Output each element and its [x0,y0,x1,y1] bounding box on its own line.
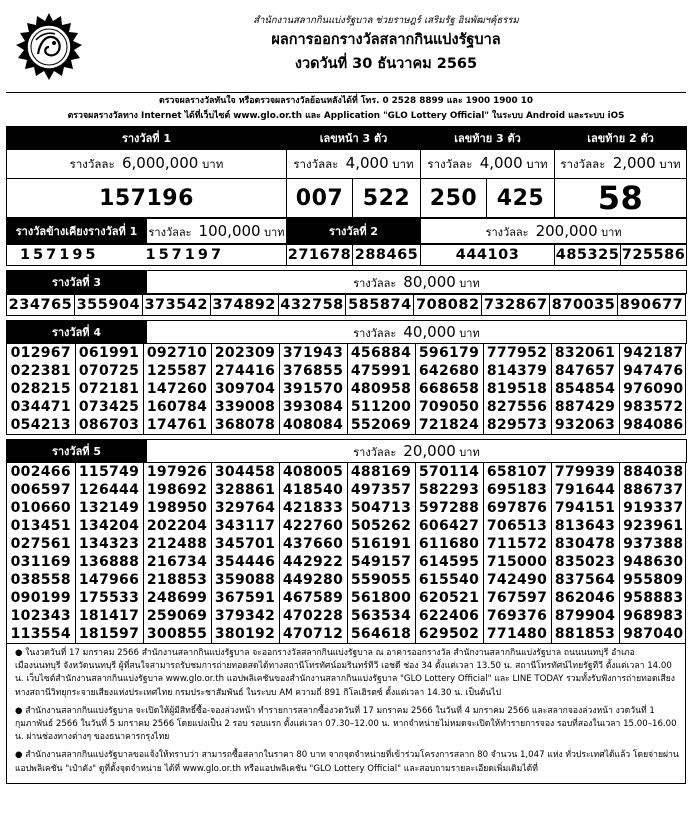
fourth-prize-number: 202309 [211,344,279,362]
fourth-prize-number: 125587 [143,362,211,380]
fourth-prize-number: 092710 [143,344,211,362]
fifth-prize-number: 031169 [10,554,71,570]
fourth-prize-number: 777952 [483,344,551,362]
table-row [7,517,687,535]
info-internet-line: ตรวจผลรางวัลทาง Internet ได้ที่เว็บไซต์ www.glo.or.th และ Application "GLO Lottery Official" ในระบบ Android และระบบ iOS [67,111,625,121]
fourth-prize-grid [6,344,686,435]
fifth-prize-number: 181417 [75,607,143,625]
fifth-prize-number: 830478 [551,535,619,553]
fifth-prize-number: 968983 [619,607,687,625]
note-paragraph: ● สำนักงานสลากกินแบ่งรัฐบาล จะเปิดให้ผู้มีสิทธิ์ซื้อ-จองล่วงหน้า ทำรายการสลากซื้องวดวันที่ 17 มกราคม 2566 ในวันที่ 4 มกราคม 2566 และสลากจองล่วงหน้า งวดวันที่ 1 กุมภาพันธ์ 2566 ในวันที่ 5 มกราคม 2566 โดยแบ่งเป็น 2 รอบ รอบแรก ตั้งแต่เวลา 07.30–12.00 น. หากจำหน่ายไม่หมดจะเปิดให้ทำรายการจอง รอบที่สองในเวลา 15.00–16.00 น. ผ่านช่องทางต่างๆ ของธนาคารกรุงไทย [15,705,677,743]
fifth-prize-number: 132149 [75,499,143,517]
third-prize-amount: รางวัลละ 80,000 บาท [147,271,687,294]
fifth-prize-number: 813643 [551,517,619,535]
fourth-prize-number: 932063 [551,416,619,434]
fifth-prize-number: 769376 [483,607,551,625]
announcement-notes [6,644,686,784]
first-prize-label: รางวัลที่ 1 [7,127,287,150]
fifth-prize-number: 013451 [10,518,71,534]
fifth-prize-amount: รางวัลละ 20,000 บาท [147,440,687,463]
agency-slogan: สำนักงานสลากกินแบ่งรัฐบาล ช่วยราษฎร์ เสริมรัฐ อินพัฒฯคุ้ธรรม [253,15,519,26]
second-prize-number: 444103 [421,245,555,266]
header [6,4,686,90]
fifth-prize-number: 437660 [279,535,347,553]
last2-label: เลขท้าย 2 ตัว [555,127,687,150]
fifth-prize-number: 329764 [211,499,279,517]
fifth-prize-number: 010660 [10,500,71,516]
fifth-prize-number: 212488 [143,535,211,553]
fifth-prize-number: 470712 [279,625,347,643]
table-row [7,398,687,416]
fifth-prize-number: 304458 [211,463,279,481]
info-phone-line: ตรวจผลรางวัลทันใจ หรือตรวจผลรางวัลย้อนหลังได้ที่ โทร. 0 2528 8899 และ 1900 1900 10 [159,96,533,106]
third-prize-number: 732867 [482,295,550,316]
fifth-prize-number: 497357 [347,481,415,499]
fifth-prize-number: 408005 [279,463,347,481]
second-prize-number: 271678 [287,245,353,266]
fifth-prize-number: 862046 [551,589,619,607]
last2-amount: รางวัลละ 2,000 บาท [555,150,687,179]
fifth-prize-number: 923961 [619,517,687,535]
page-title: ผลการออกรางวัลสลากกินแบ่งรัฐบาล [271,32,501,48]
fifth-prize-number: 771480 [483,625,551,643]
fifth-prize-number: 611680 [415,535,483,553]
last3-number: 425 [487,179,555,218]
fifth-prize-number: 561800 [347,589,415,607]
fifth-prize-number: 697876 [483,499,551,517]
table-row [7,344,687,362]
fifth-prize-number: 418540 [279,481,347,499]
fourth-prize-number: 174761 [143,416,211,434]
fourth-prize-number: 028215 [10,381,71,397]
header-text [96,4,676,73]
fifth-prize-number: 421833 [279,499,347,517]
fifth-prize-number: 606427 [415,517,483,535]
third-prize-number: 870035 [550,295,618,316]
fifth-prize-number: 197926 [143,463,211,481]
front3-number: 522 [353,179,421,218]
fourth-prize-number: 456884 [347,344,415,362]
third-prize-number: 355904 [74,295,142,316]
fourth-prize-number: 034471 [10,399,71,415]
fifth-prize-number: 504713 [347,499,415,517]
note-paragraph: ● ในงวดวันที่ 17 มกราคม 2566 สำนักงานสลากกินแบ่งรัฐบาล จะออกรางวัลสลากกินแบ่งรัฐบาล ณ อาคารออกรางวัล สำนักงานสลากกินแบ่งรัฐบาล ถนนนนทบุรี อำเภอเมืองนนทบุรี จังหวัดนนทบุรี ผู้ที่สนใจสามารถรับชมการถ่ายทอดสดได้ทางสถานีโทรทัศน์อมรินทร์ทีวี เอชดี ช่อง 34 ตั้งแต่เวลา 13.50 น. สถานีโทรทัศน์ไทยรัฐทีวี ตั้งแต่เวลา 14.00 น. เว็บไซต์สำนักงานสลากกินแบ่งรัฐบาล www.glo.or.th แอปพลิเคชันของสำนักงานสลากกินแบ่งรัฐบาล "GLO Lottery Official" และ LINE TODAY รวมทั้งรับฟังการถ่ายทอดเสียงทางสถานีวิทยุกระจายเสียงแห่งประเทศไทย กรมประชาสัมพันธ์ ในระบบ AM ความถี่ 891 กิโลเฮิรตซ์ ตั้งแต่เวลา 14.30 น. เป็นต้นไป [15,648,675,698]
fifth-prize-number: 948630 [619,553,687,571]
table-row [7,553,687,571]
fourth-prize-number: 642680 [415,362,483,380]
fifth-prize-number: 102343 [10,608,71,624]
fourth-prize-number: 393084 [279,398,347,416]
note-paragraph: ● สำนักงานสลากกินแบ่งรัฐบาลขอแจ้งให้ทราบว่า สามารถซื้อสลากในราคา 80 บาท จากจุดจำหน่ายที่เข้าร่วมโครงการสลาก 80 จำนวน 1,047 แห่ง ทั่วประเทศได้แล้ว โดยจ่ายผ่านแอปพลิเคชัน "เป๋าตัง" ดูที่ตั้งจุดจำหน่าย ได้ที่ www.glo.or.th หรือแอปพลิเคชัน "GLO Lottery Official" และสอบถามรายละเอียดเพิ่มเติมได้ที่ [15,750,679,774]
last2-number: 58 [555,179,687,218]
fifth-prize-number: 881853 [551,625,619,643]
fourth-prize-number: 668658 [415,380,483,398]
fourth-prize-number: 475991 [347,362,415,380]
near-prize-amount: รางวัลละ 100,000 บาท [147,219,287,244]
third-prize-numbers [6,294,686,316]
fifth-prize-number: 006597 [10,482,71,498]
fifth-prize-number: 742490 [483,571,551,589]
fifth-prize-number: 002466 [10,464,71,480]
fifth-prize-number: 354446 [211,553,279,571]
fourth-prize-number: 368078 [211,416,279,434]
fifth-prize-number: 549157 [347,553,415,571]
fifth-prize-number: 345701 [211,535,279,553]
fifth-prize-number: 614595 [415,553,483,571]
fourth-prize-number: 976090 [619,380,687,398]
fifth-prize-number: 597288 [415,499,483,517]
fourth-prize-numbers [7,344,687,434]
table-row [7,571,687,589]
table-row [7,380,687,398]
last3-number: 250 [421,179,487,218]
table-row [7,607,687,625]
fourth-prize-number: 552069 [347,416,415,434]
fifth-prize-number: 216734 [143,553,211,571]
near-prize-number: 157197 [112,245,287,266]
fourth-prize-number: 371943 [279,344,347,362]
fifth-prize-number: 711572 [483,535,551,553]
glo-emblem-icon [14,12,84,82]
fifth-prize-number: 559055 [347,571,415,589]
fifth-prize-number: 147966 [75,571,143,589]
table-row [7,362,687,380]
fourth-prize-number: 947476 [619,362,687,380]
fourth-prize-number: 376855 [279,362,347,380]
fifth-prize-number: 343117 [211,517,279,535]
fifth-prize-number: 380192 [211,625,279,643]
fifth-prize-number: 328861 [211,481,279,499]
fifth-prize-number: 422760 [279,517,347,535]
fourth-prize-number: 596179 [415,344,483,362]
fifth-prize-number: 198950 [143,499,211,517]
check-results-info [6,92,686,126]
fourth-prize-number: 072181 [75,380,143,398]
fourth-prize-number: 061991 [75,344,143,362]
fifth-prize-number: 835023 [551,553,619,571]
fourth-prize-number: 984086 [619,416,687,434]
fourth-prize-header [6,320,687,344]
fourth-prize-number: 480958 [347,380,415,398]
third-prize-number: 374892 [210,295,278,316]
near-prize-label: รางวัลข้างเคียงรางวัลที่ 1 [7,219,147,244]
fourth-prize-number: 073425 [75,398,143,416]
fifth-prize-number: 955809 [619,571,687,589]
third-prize-header [6,270,687,294]
first-prize-amount: รางวัลละ 6,000,000 บาท [7,150,287,179]
fourth-prize-number: 408084 [279,416,347,434]
table-row [7,481,687,499]
third-prize-number: 890677 [618,295,686,316]
fifth-prize-number: 837564 [551,571,619,589]
fifth-prize-number: 218853 [143,571,211,589]
third-prize-number: 373542 [142,295,210,316]
fourth-prize-number: 829573 [483,416,551,434]
fifth-prize-number: 090199 [10,590,71,606]
last3-amount: รางวัลละ 4,000 บาท [421,150,555,179]
fifth-prize-number: 134204 [75,517,143,535]
fifth-prize-number: 126444 [75,481,143,499]
fifth-prize-number: 038558 [10,572,71,588]
fifth-prize-number: 620521 [415,589,483,607]
fourth-prize-number: 070725 [75,362,143,380]
fifth-prize-number: 779939 [551,463,619,481]
fifth-prize-number: 791644 [551,481,619,499]
second-prize-amount: รางวัลละ 200,000 บาท [421,219,687,244]
fifth-prize-number: 449280 [279,571,347,589]
fourth-prize-number: 147260 [143,380,211,398]
fifth-prize-number: 570114 [415,463,483,481]
fifth-prize-number: 115749 [75,463,143,481]
fourth-prize-number: 054213 [10,417,71,433]
fifth-prize-number: 706513 [483,517,551,535]
fifth-prize-number: 367591 [211,589,279,607]
fourth-prize-number: 721824 [415,416,483,434]
fourth-prize-number: 983572 [619,398,687,416]
second-prize-label: รางวัลที่ 2 [287,219,421,244]
table-row [7,589,687,607]
third-prize-number: 432758 [278,295,346,316]
fifth-prize-number: 259069 [143,607,211,625]
lottery-results-sheet [6,4,686,784]
fifth-prize-header [6,439,687,463]
front3-label: เลขหน้า 3 ตัว [287,127,421,150]
fifth-prize-number: 615540 [415,571,483,589]
first-prize-number: 157196 [7,179,287,218]
fifth-prize-number: 181597 [75,625,143,643]
fourth-prize-number: 709050 [415,398,483,416]
fourth-prize-number: 511200 [347,398,415,416]
fifth-prize-number: 582293 [415,481,483,499]
fifth-prize-number: 442922 [279,553,347,571]
fourth-prize-number: 086703 [75,416,143,434]
fifth-prize-label: รางวัลที่ 5 [7,440,147,463]
fourth-prize-number: 012967 [10,345,71,361]
fifth-prize-number: 886737 [619,481,687,499]
fifth-prize-number: 622406 [415,607,483,625]
table-row [7,463,687,481]
table-row [7,625,687,643]
fifth-prize-number: 248699 [143,589,211,607]
fifth-prize-number: 136888 [75,553,143,571]
fifth-prize-numbers [7,463,687,643]
second-prize-number: 288465 [353,245,421,266]
fourth-prize-number: 819518 [483,380,551,398]
fifth-prize-number: 987040 [619,625,687,643]
second-prize-number: 485325 [555,245,621,266]
fifth-prize-number: 879904 [551,607,619,625]
fifth-prize-number: 027561 [10,536,71,552]
fourth-prize-number: 160784 [143,398,211,416]
fourth-prize-number: 309704 [211,380,279,398]
table-row [7,535,687,553]
fifth-prize-number: 767597 [483,589,551,607]
fifth-prize-number: 715000 [483,553,551,571]
fifth-prize-number: 794151 [551,499,619,517]
third-prize-number: 234765 [7,295,75,316]
fourth-prize-number: 339008 [211,398,279,416]
fifth-prize-number: 202204 [143,517,211,535]
fifth-prize-number: 884038 [619,463,687,481]
fourth-prize-number: 827556 [483,398,551,416]
fifth-prize-number: 516191 [347,535,415,553]
fourth-prize-number: 847657 [551,362,619,380]
fifth-prize-number: 467589 [279,589,347,607]
near-prize-number: 157195 [7,245,112,266]
fifth-prize-number: 695183 [483,481,551,499]
near-and-second-prize-table [6,218,687,244]
fourth-prize-number: 854854 [551,380,619,398]
fourth-prize-amount: รางวัลละ 40,000 บาท [147,321,687,344]
fourth-prize-label: รางวัลที่ 4 [7,321,147,344]
last3-label: เลขท้าย 3 ตัว [421,127,555,150]
fourth-prize-number: 022381 [10,363,71,379]
fifth-prize-number: 937388 [619,535,687,553]
fifth-prize-number: 359088 [211,571,279,589]
table-row [7,416,687,434]
fourth-prize-number: 942187 [619,344,687,362]
fourth-prize-number: 887429 [551,398,619,416]
front3-amount: รางวัลละ 4,000 บาท [287,150,421,179]
front3-number: 007 [287,179,353,218]
fifth-prize-number: 919337 [619,499,687,517]
fifth-prize-number: 958883 [619,589,687,607]
fifth-prize-number: 379342 [211,607,279,625]
fifth-prize-number: 134323 [75,535,143,553]
fifth-prize-number: 488169 [347,463,415,481]
top-prizes-table [6,126,687,218]
fifth-prize-number: 300855 [143,625,211,643]
fourth-prize-number: 274416 [211,362,279,380]
third-prize-number: 708082 [414,295,482,316]
fifth-prize-number: 658107 [483,463,551,481]
table-row [7,499,687,517]
fifth-prize-number: 505262 [347,517,415,535]
third-prize-label: รางวัลที่ 3 [7,271,147,294]
fifth-prize-number: 470228 [279,607,347,625]
fifth-prize-number: 563534 [347,607,415,625]
fifth-prize-number: 113554 [10,626,71,642]
fifth-prize-number: 198692 [143,481,211,499]
fifth-prize-number: 564618 [347,625,415,643]
fifth-prize-number: 629502 [415,625,483,643]
second-prize-number: 725586 [621,245,687,266]
fourth-prize-number: 391570 [279,380,347,398]
near-and-second-prize-numbers [6,244,687,266]
fifth-prize-grid [6,463,686,644]
draw-date: งวดวันที่ 30 ธันวาคม 2565 [294,56,478,72]
fifth-prize-number: 175533 [75,589,143,607]
fourth-prize-number: 814379 [483,362,551,380]
third-prize-number: 585874 [346,295,414,316]
fourth-prize-number: 832061 [551,344,619,362]
